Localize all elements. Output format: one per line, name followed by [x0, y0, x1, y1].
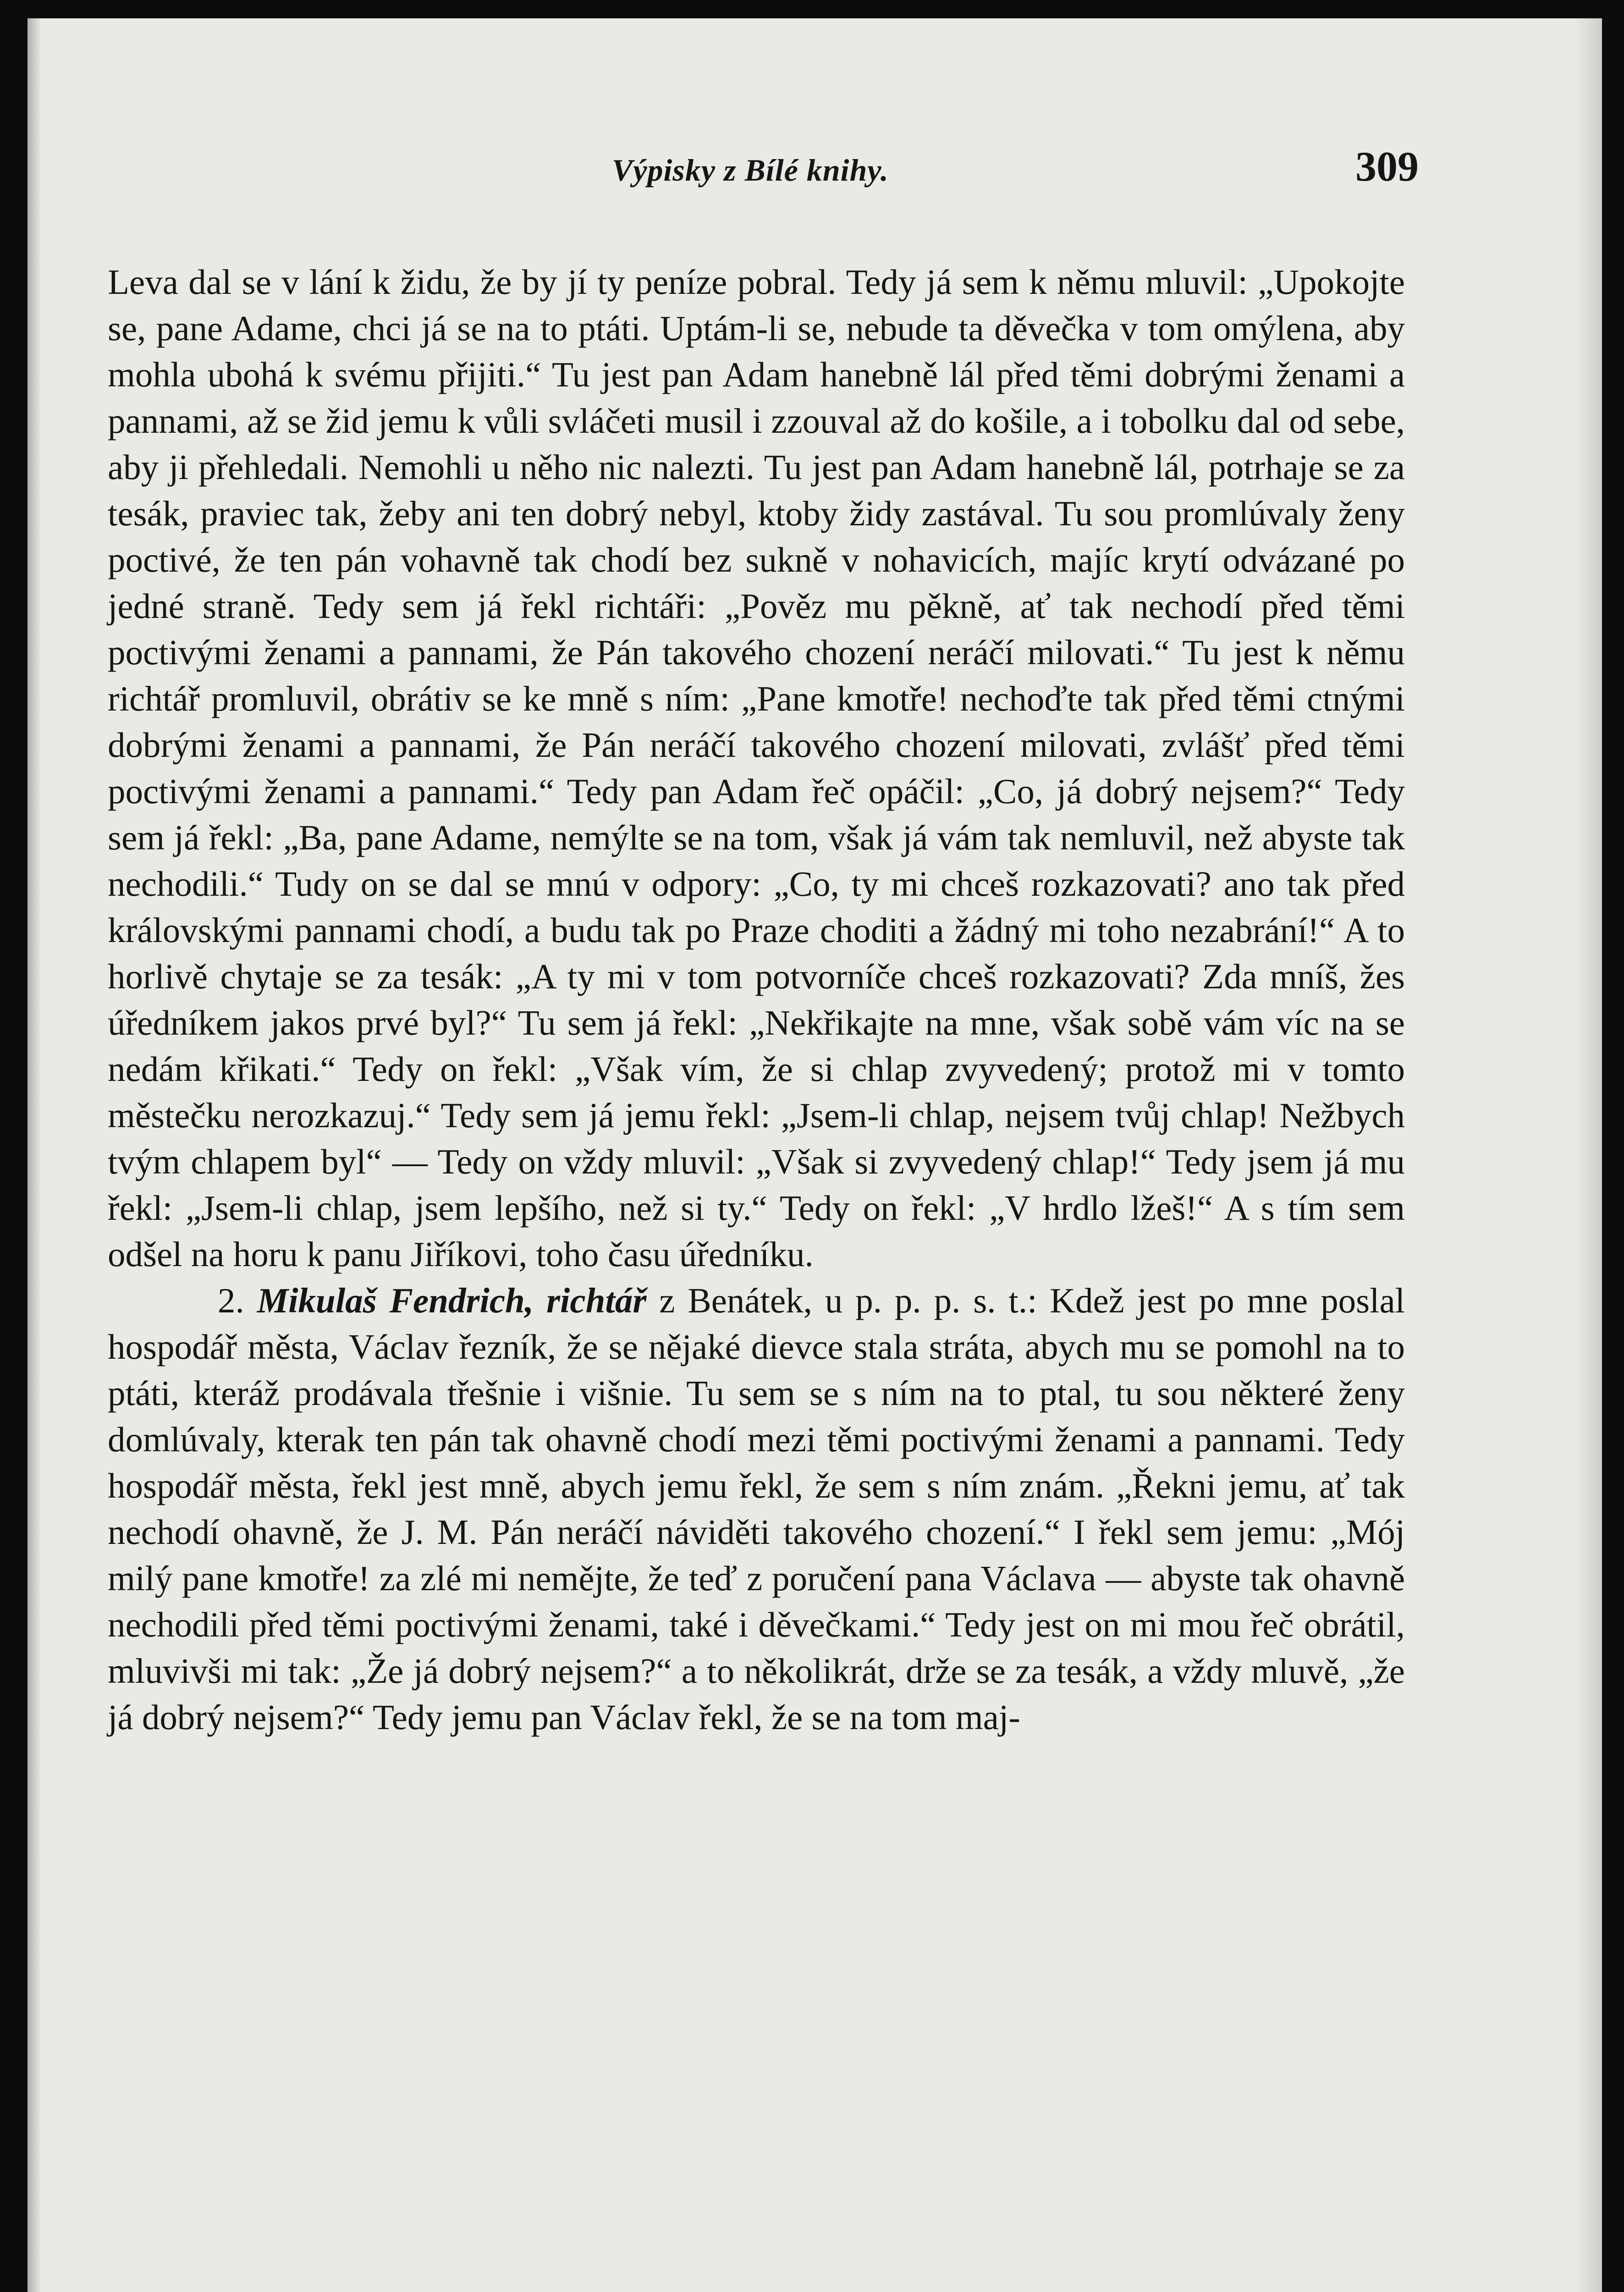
paragraph-2-role: richtář: [546, 1281, 647, 1320]
paragraph-2-name: Mikulaš Fendrich,: [257, 1281, 534, 1320]
body-text: [108, 259, 1405, 1741]
page-number: 309: [1355, 143, 1419, 190]
page-content: [108, 142, 1419, 1741]
paragraph-2: [108, 1278, 1405, 1741]
page-gutter-shadow: [28, 18, 41, 2292]
book-page: [28, 18, 1602, 2292]
paragraph-2-number: 2.: [218, 1281, 244, 1320]
running-title: Výpisky z Bílé knihy.: [612, 153, 889, 187]
running-head: [108, 142, 1419, 206]
paragraph-1: Leva dal se v lání k židu, že by jí ty peníze pobral. Tedy já sem k němu mluvil: „Upokojte se, pane Adame, chci já se na to ptáti. Uptám-li se, nebude ta děvečka v tom omýlena, aby mohla ubohá k svému přijiti.“ Tu jest pan Adam hanebně lál před těmi dobrými ženami a pannami, až se žid jemu k vůli svláčeti musil i zzouval až do košile, a i tobolku dal od sebe, aby ji přehledali. Nemohli u něho nic nalezti. Tu jest pan Adam hanebně lál, potrhaje se za tesák, praviec tak, žeby ani ten dobrý nebyl, ktoby židy zastával. Tu sou promlúvaly ženy poctivé, že ten pán vohavně tak chodí bez sukně v nohavicích, majíc krytí odvázané po jedné straně. Tedy sem já řekl richtáři: „Pověz mu pěkně, ať tak nechodí před těmi poctivými ženami a pannami, že Pán takového chození neráčí milovati.“ Tu jest k němu richtář promluvil, obrátiv se ke mně s ním: „Pane kmotře! nechoďte tak před těmi ctnými dobrými ženami a pannami, že Pán neráčí takového chození milovati, zvlášť před těmi poctivými ženami a pannami.“ Tedy pan Adam řeč opáčil: „Co, já dobrý nejsem?“ Tedy sem já řekl: „Ba, pane Adame, nemýlte se na tom, však já vám tak nemluvil, než abyste tak nechodili.“ Tudy on se dal se mnú v odpory: „Co, ty mi chceš rozkazovati? ano tak před královskými pannami chodí, a budu tak po Praze choditi a žádný mi toho nezabrání!“ A to horlivě chytaje se za tesák: „A ty mi v tom potvorníče chceš rozkazovati? Zda mníš, žes úředníkem jakos prvé byl?“ Tu sem já řekl: „Nekřikajte na mne, však sobě vám víc na se nedám křikati.“ Tedy on řekl: „Však vím, že si chlap zvyvedený; protož mi v tomto městečku nerozkazuj.“ Tedy sem já jemu řekl: „Jsem-li chlap, nejsem tvůj chlap! Nežbych tvým chlapem byl“ — Tedy on vždy mluvil: „Však si zvyvedený chlap!“ Tedy jsem já mu řekl: „Jsem-li chlap, jsem lepšího, než si ty.“ Tedy on řekl: „V hrdlo lžeš!“ A s tím sem odšel na horu k panu Jiříkovi, toho času úředníku.: [108, 262, 1405, 1274]
paragraph-2-text: z Benátek, u p. p. p. s. t.: Kdež jest po mne poslal hospodář města, Václav řezník, že se nějaké dievce stala stráta, abych mu se pomohl na to ptáti, kteráž prodávala třešnie i višnie. Tu sem se s ním na to ptal, tu sou některé ženy domlúvaly, kterak ten pán tak ohavně chodí mezi těmi poctivými ženami a pannami. Tedy hospodář města, řekl jest mně, abych jemu řekl, že sem s ním znám. „Řekni jemu, ať tak nechodí ohavně, že J. M. Pán neráčí náviděti takového chození.“ I řekl sem jemu: „Mój milý pane kmotře! za zlé mi nemějte, že teď z poručení pana Václava — abyste tak ohavně nechodili před těmi poctivými ženami, také i děvečkami.“ Tedy jest on mi mou řeč obrátil, mluvivši mi tak: „Že já dobrý nejsem?“ a to několikrát, drže se za tesák, a vždy mluvě, „že já dobrý nejsem?“ Tedy jemu pan Václav řekl, že se na tom maj-: [108, 1281, 1405, 1737]
page-edge-shadow: [1574, 18, 1602, 2292]
